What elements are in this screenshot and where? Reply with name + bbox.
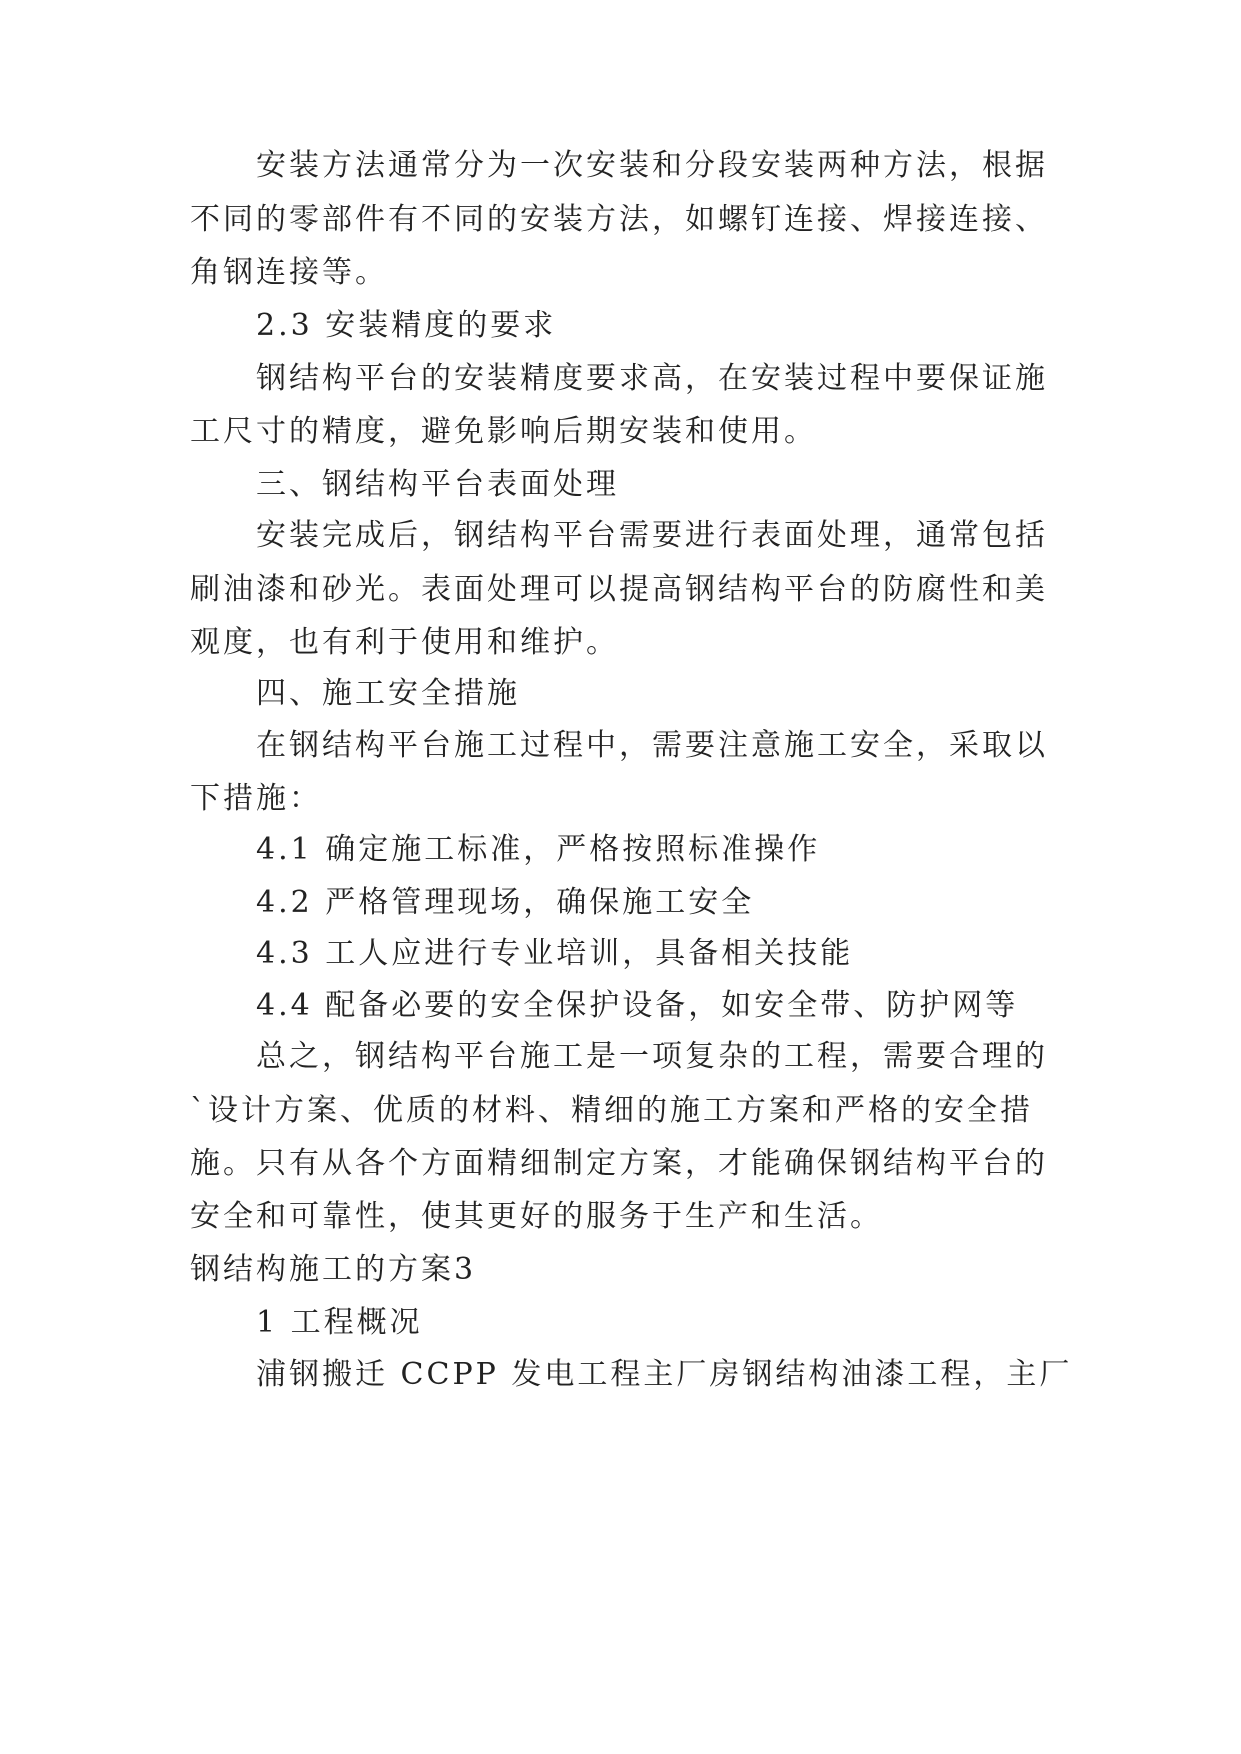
paragraph-line: 工尺寸的精度，避免影响后期安装和使用。 (190, 414, 817, 449)
paragraph-line: 安全和可靠性，使其更好的服务于生产和生活。 (190, 1199, 883, 1234)
paragraph-line: 施。只有从各个方面精细制定方案，才能确保钢结构平台的 (190, 1146, 1048, 1181)
section-heading: 1 工程概况 (256, 1305, 423, 1340)
document-title: 钢结构施工的方案3 (190, 1252, 477, 1287)
paragraph-line: 观度，也有利于使用和维护。 (190, 625, 619, 660)
paragraph-line: 刷油漆和砂光。表面处理可以提高钢结构平台的防腐性和美 (190, 572, 1048, 607)
list-item: 4.2 严格管理现场，确保施工安全 (256, 885, 755, 920)
section-heading: 四、施工安全措施 (256, 676, 520, 711)
paragraph-line: 在钢结构平台施工过程中，需要注意施工安全，采取以 (256, 728, 1048, 763)
paragraph-line: 总之，钢结构平台施工是一项复杂的工程，需要合理的 (256, 1039, 1048, 1074)
paragraph-line: 下措施： (190, 781, 322, 816)
paragraph-line: 浦钢搬迁 CCPP 发电工程主厂房钢结构油漆工程，主厂 (256, 1357, 1073, 1392)
section-heading: 2.3 安装精度的要求 (256, 308, 557, 343)
section-heading: 三、钢结构平台表面处理 (256, 467, 619, 502)
paragraph-line: 安装方法通常分为一次安装和分段安装两种方法，根据 (256, 148, 1048, 183)
list-item: 4.4 配备必要的安全保护设备，如安全带、防护网等 (256, 988, 1019, 1023)
paragraph-line: 不同的零部件有不同的安装方法，如螺钉连接、焊接连接、 (190, 202, 1048, 237)
paragraph-line: 钢结构平台的安装精度要求高，在安装过程中要保证施 (256, 361, 1048, 396)
paragraph-line: 角钢连接等。 (190, 255, 388, 290)
list-item: 4.3 工人应进行专业培训，具备相关技能 (256, 936, 854, 971)
paragraph-line: 安装完成后，钢结构平台需要进行表面处理，通常包括 (256, 518, 1048, 553)
paragraph-line: `设计方案、优质的材料、精细的施工方案和严格的安全措 (190, 1093, 1033, 1128)
list-item: 4.1 确定施工标准，严格按照标准操作 (256, 832, 821, 867)
